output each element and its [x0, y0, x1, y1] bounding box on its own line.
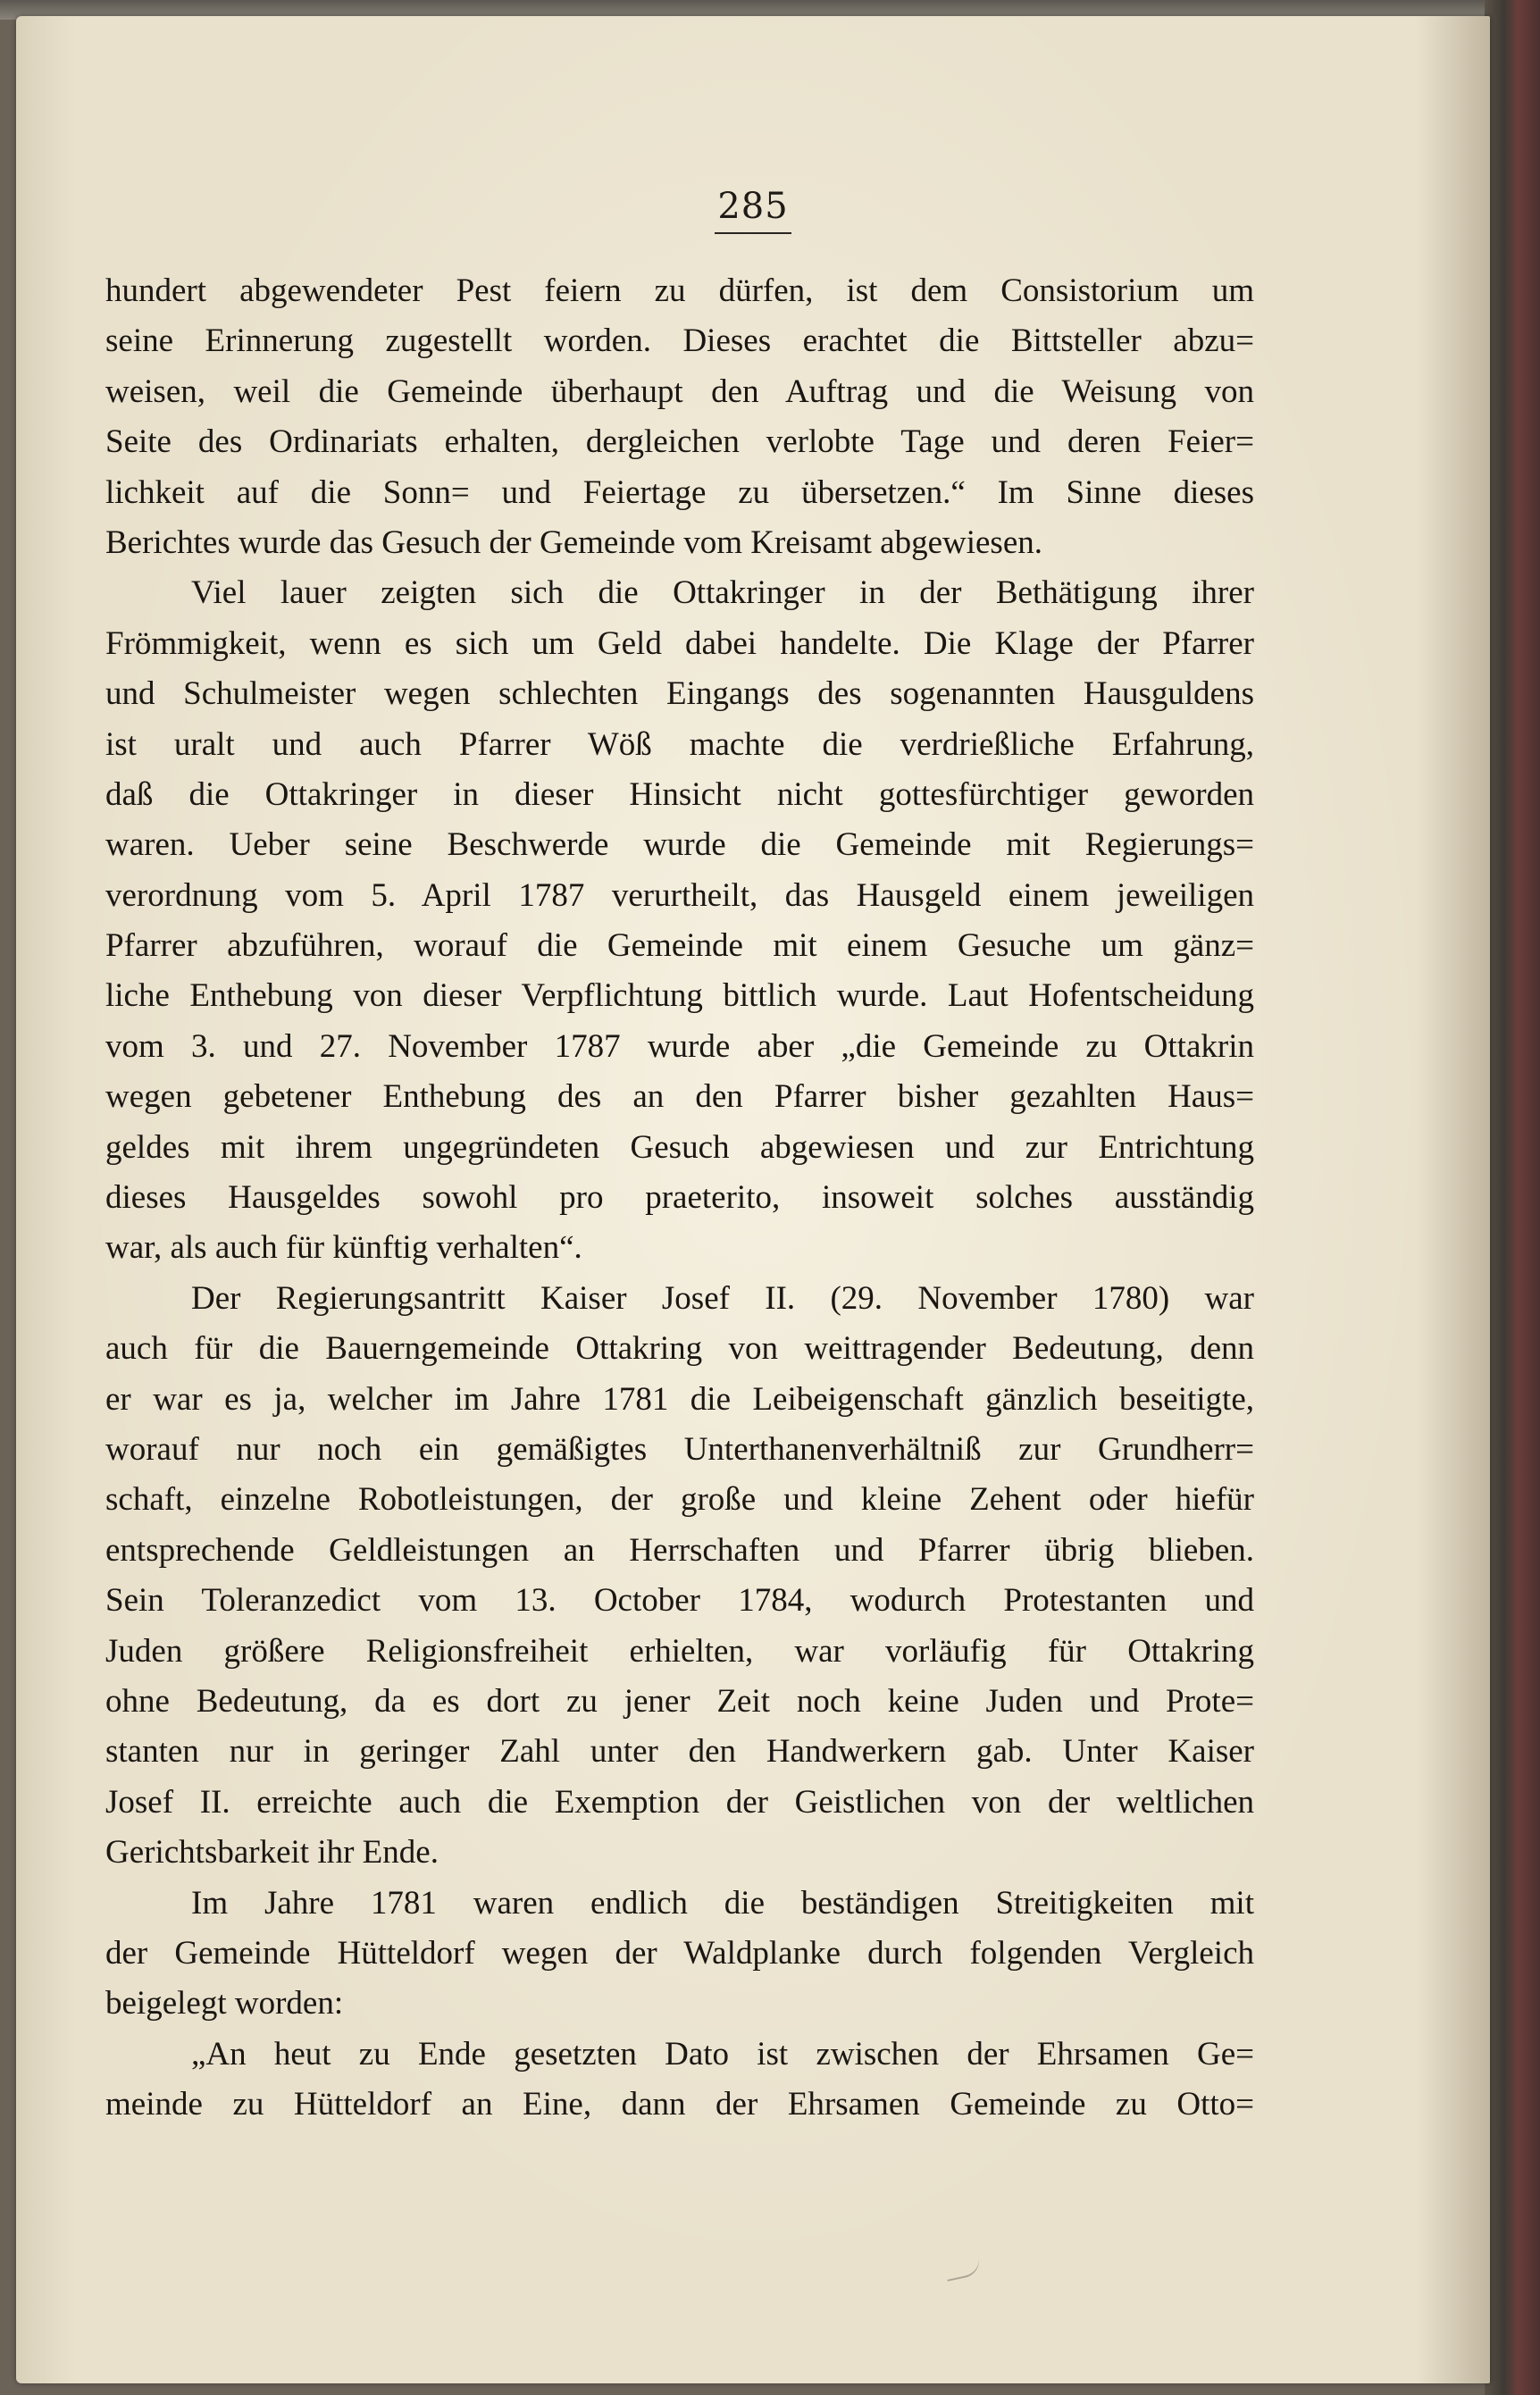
text-line: Frömmigkeit, wenn es sich um Geld dabei handelte. Die Klage der Pfarrer [105, 624, 1254, 662]
text-line: dieses Hausgeldes sowohl pro praeterito, insoweit solches ausständig [105, 1179, 1254, 1217]
text-line: waren. Ueber seine Beschwerde wurde die Gemeinde mit Regierungs= [105, 826, 1254, 864]
text-line: daß die Ottakringer in dieser Hinsicht nicht gottesfürchtiger geworden [105, 775, 1254, 813]
text-line: seine Erinnerung zugestellt worden. Dieses erachtet die Bittsteller abzu= [105, 322, 1254, 360]
text-line: meinde zu Hütteldorf an Eine, dann der Ehrsamen Gemeinde zu Otto= [105, 2086, 1254, 2123]
text-line: entsprechende Geldleistungen an Herrschaften und Pfarrer übrig blieben. [105, 1531, 1254, 1569]
text-line: war, als auch für künftig verhalten“. [105, 1229, 582, 1267]
text-line: ist uralt und auch Pfarrer Wöß machte die verdrießliche Erfahrung, [105, 725, 1254, 763]
text-line: liche Enthebung von dieser Verpflichtung bittlich wurde. Laut Hofentscheidung [105, 977, 1254, 1015]
book-spine [1485, 0, 1540, 2395]
text-line: schaft, einzelne Robotleistungen, der große und kleine Zehent oder hiefür [105, 1481, 1254, 1519]
page-number: 285 [16, 186, 1490, 234]
text-line: Pfarrer abzuführen, worauf die Gemeinde mit einem Gesuche um gänz= [105, 927, 1254, 965]
text-line: Seite des Ordinariats erhalten, dergleichen verlobte Tage und deren Feier= [105, 423, 1254, 461]
text-line: lichkeit auf die Sonn= und Feiertage zu übersetzen.“ Im Sinne dieses [105, 473, 1254, 511]
text-line: Berichtes wurde das Gesuch der Gemeinde vom Kreisamt abgewiesen. [105, 523, 1043, 561]
text-line: verordnung vom 5. April 1787 verurtheilt, das Hausgeld einem jeweiligen [105, 876, 1254, 914]
text-line: der Gemeinde Hütteldorf wegen der Waldplanke durch folgenden Vergleich [105, 1934, 1254, 1972]
text-line: und Schulmeister wegen schlechten Eingangs des sogenannten Hausguldens [105, 675, 1254, 713]
book-page [16, 16, 1490, 2383]
text-line: beigelegt worden: [105, 1985, 344, 2022]
text-line: Der Regierungsantritt Kaiser Josef II. (29. November 1780) war [191, 1279, 1254, 1317]
text-line: Juden größere Religionsfreiheit erhielten, war vorläufig für Ottakring [105, 1632, 1254, 1670]
text-line: Gerichtsbarkeit ihr Ende. [105, 1834, 439, 1872]
text-line: weisen, weil die Gemeinde überhaupt den Auftrag und die Weisung von [105, 373, 1254, 410]
text-line: wegen gebetener Enthebung des an den Pfarrer bisher gezahlten Haus= [105, 1078, 1254, 1116]
text-line: auch für die Bauerngemeinde Ottakring von weittragender Bedeutung, denn [105, 1330, 1254, 1368]
text-line: ohne Bedeutung, da es dort zu jener Zeit noch keine Juden und Prote= [105, 1682, 1254, 1720]
text-line: „An heut zu Ende gesetzten Dato ist zwischen der Ehrsamen Ge= [191, 2035, 1254, 2073]
text-line: Sein Toleranzedict vom 13. October 1784, wodurch Protestanten und [105, 1582, 1254, 1620]
text-line: Viel lauer zeigten sich die Ottakringer in der Bethätigung ihrer [191, 574, 1254, 612]
text-line: stanten nur in geringer Zahl unter den Handwerkern gab. Unter Kaiser [105, 1733, 1254, 1771]
ink-mark [943, 2255, 983, 2282]
text-line: worauf nur noch ein gemäßigtes Unterthanenverhältniß zur Grundherr= [105, 1430, 1254, 1468]
text-line: Josef II. erreichte auch die Exemption der Geistlichen von der weltlichen [105, 1783, 1254, 1821]
text-line: vom 3. und 27. November 1787 wurde aber „die Gemeinde zu Ottakrin [105, 1027, 1254, 1065]
text-line: geldes mit ihrem ungegründeten Gesuch abgewiesen und zur Entrichtung [105, 1128, 1254, 1166]
body-text [105, 266, 1254, 2130]
text-line: er war es ja, welcher im Jahre 1781 die Leibeigenschaft gänzlich beseitigte, [105, 1380, 1254, 1418]
text-line: hundert abgewendeter Pest feiern zu dürfen, ist dem Consistorium um [105, 272, 1254, 309]
text-line: Im Jahre 1781 waren endlich die beständigen Streitigkeiten mit [191, 1884, 1254, 1922]
